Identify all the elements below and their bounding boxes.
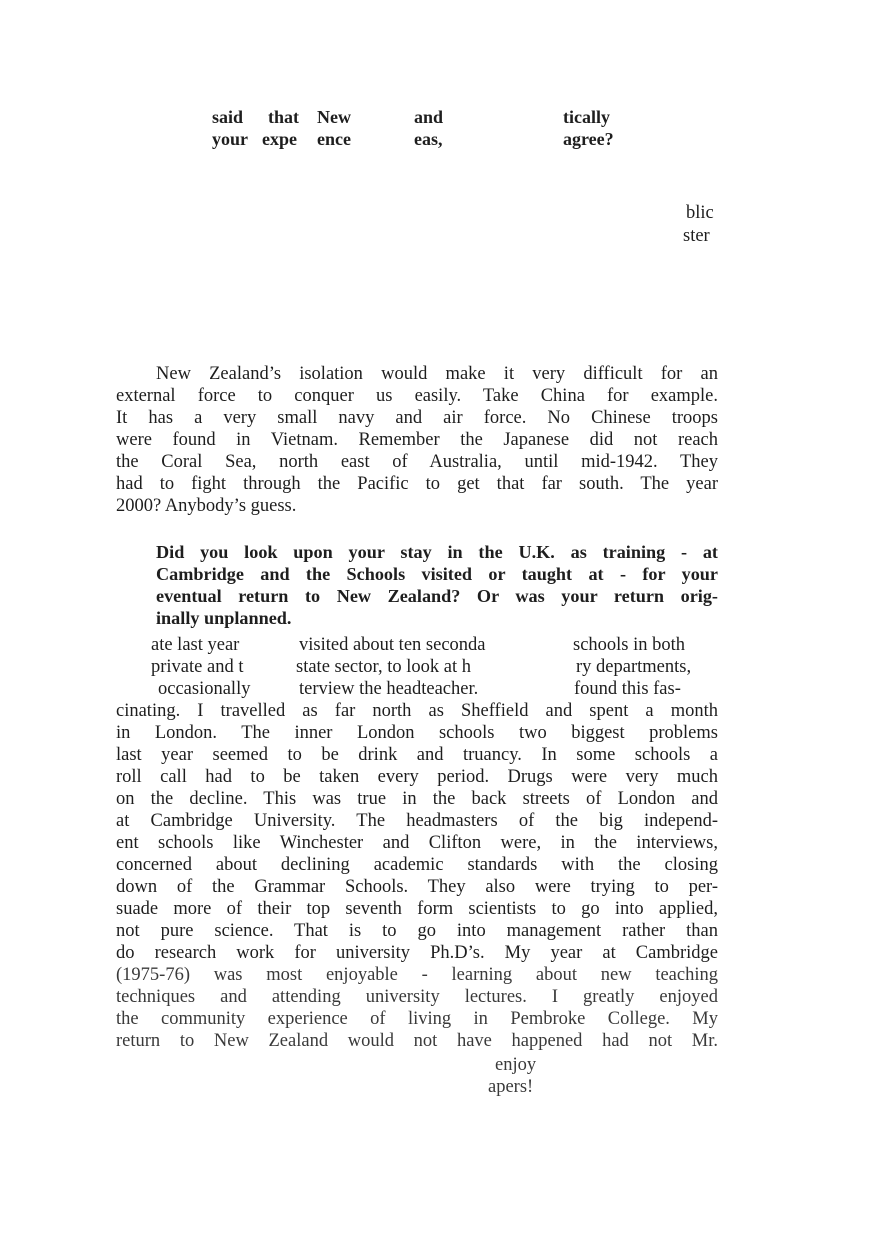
paragraph-line: not pure science. That is to go into management rather than (116, 921, 718, 941)
paragraph-line: cinating. I travelled as far north as Sheffield and spent a month (116, 701, 718, 721)
paragraph-line: down of the Grammar Schools. They also were trying to per- (116, 877, 718, 897)
paragraph-line: were found in Vietnam. Remember the Japanese did not reach (116, 430, 718, 450)
paragraph-line: concerned about declining academic standards with the closing (116, 855, 718, 875)
fragment-text: ate last year (151, 635, 240, 655)
fragment-text: found this fas- (574, 679, 681, 699)
right-fragment: ster (683, 226, 710, 246)
paragraph-line: (1975-76) was most enjoyable - learning about new teaching (116, 965, 718, 985)
fragment-text: occasionally (158, 679, 251, 699)
top-question-word: said (212, 107, 244, 127)
tail-fragment: apers! (488, 1077, 534, 1097)
question-line: eventual return to New Zealand? Or was your return orig- (156, 586, 718, 606)
top-question-word: agree? (563, 129, 614, 149)
fragment-text: visited about ten seconda (299, 635, 486, 655)
paragraph-line: techniques and attending university lectures. I greatly enjoyed (116, 987, 718, 1007)
paragraph-line: It has a very small navy and air force. No Chinese troops (116, 408, 718, 428)
paragraph-line: New Zealand’s isolation would make it very difficult for an (156, 364, 718, 384)
top-question-word: that (268, 107, 299, 127)
paragraph-line: in London. The inner London schools two biggest problems (116, 723, 718, 743)
top-question-word: and (414, 107, 444, 127)
paragraph-line: on the decline. This was true in the back streets of London and (116, 789, 718, 809)
interview-question (156, 541, 718, 629)
paragraph-line: suade more of their top seventh form scientists to go into applied, (116, 899, 718, 919)
paragraph-line: last year seemed to be drink and truancy. In some schools a (116, 745, 718, 765)
paragraph-line: do research work for university Ph.D’s. My year at Cambridge (116, 943, 718, 963)
paragraph-line: ent schools like Winchester and Clifton were, in the interviews, (116, 833, 718, 853)
tail-fragment: enjoy (495, 1055, 537, 1075)
paragraph-line: the community experience of living in Pembroke College. My (116, 1009, 718, 1029)
top-question-word: your (212, 129, 248, 149)
fragment-text: schools in both (573, 635, 686, 655)
top-question-word: eas, (414, 129, 443, 149)
paragraph-line: at Cambridge University. The headmasters of the big independ- (116, 811, 718, 831)
paragraph-line: roll call had to be taken every period. Drugs were very much (116, 767, 718, 787)
paragraph-line: the Coral Sea, north east of Australia, until mid-1942. They (116, 452, 718, 472)
fragment-text: private and t (151, 657, 244, 677)
question-line: Cambridge and the Schools visited or taught at - for your (156, 564, 718, 584)
paragraph-line: return to New Zealand would not have happened had not Mr. (116, 1031, 718, 1051)
top-question-word: tically (563, 107, 610, 127)
paragraph-line: had to fight through the Pacific to get that far south. The year (116, 474, 718, 494)
fragment-text: terview the headteacher. (299, 679, 479, 699)
right-fragment: blic (686, 203, 714, 223)
top-question-word: ence (317, 129, 351, 149)
top-question-word: New (317, 107, 351, 127)
fragment-text: state sector, to look at h (296, 657, 471, 677)
question-line: Did you look upon your stay in the U.K. as training - at (156, 542, 718, 562)
paragraph-line: 2000? Anybody’s guess. (116, 496, 297, 516)
question-line: inally unplanned. (156, 608, 292, 628)
fragment-text: ry departments, (576, 657, 692, 677)
top-question-word: expe (262, 129, 297, 149)
paragraph-line: external force to conquer us easily. Take China for example. (116, 386, 718, 406)
